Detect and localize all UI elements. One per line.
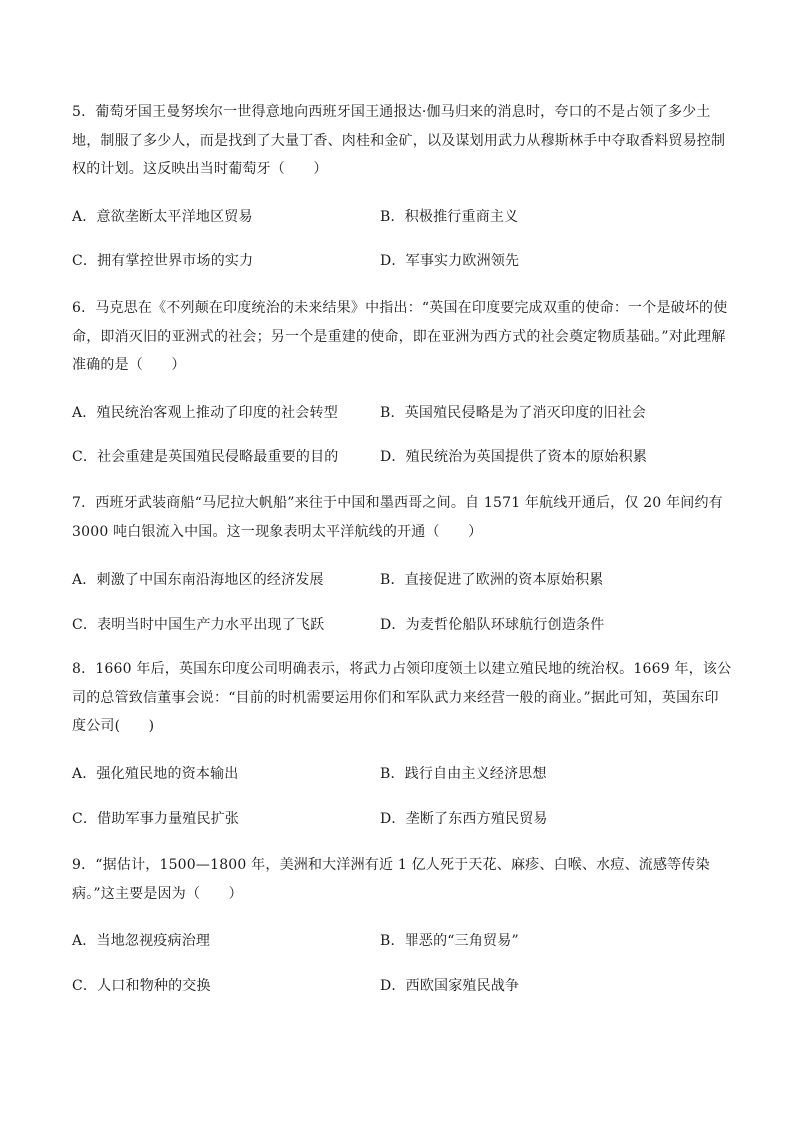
- question-8: [72, 655, 732, 827]
- option-d[interactable]: D．垄断了东西方殖民贸易: [380, 810, 548, 827]
- option-a[interactable]: A．当地忽视疫病治理: [72, 933, 211, 949]
- question-stem: 8．1660 年后，英国东印度公司明确表示，将武力占领印度领土以建立殖民地的统治权。1669 年，该公司的总管致信董事会说：“目前的时机需要运用你们和军队武力来经营一般的商业。”据此可知，英国东印度公司( ): [72, 661, 732, 734]
- question-9: [72, 851, 732, 994]
- question-stem: 7．西班牙武装商船“马尼拉大帆船”来往于中国和墨西哥之间。自 1571 年航线开通后，仅 20 年间约有 3000 吨白银流入中国。这一现象表明太平洋航线的开通（ ）: [72, 495, 723, 540]
- question-5: [72, 98, 732, 269]
- question-6: [72, 294, 732, 465]
- option-a[interactable]: A．意欲垄断太平洋地区贸易: [72, 208, 253, 225]
- question-stem: 6．马克思在《不列颠在印度统治的未来结果》中指出：“英国在印度要完成双重的使命：一个是破坏的使命，即消灭旧的亚洲式的社会；另一个是重建的使命，即在亚洲为西方式的社会奠定物质基础。”对此理解准确的是（ ）: [72, 300, 728, 373]
- question-stem: 9．“据估计，1500—1800 年，美洲和大洋洲有近 1 亿人死于天花、麻疹、白喉、水痘、流感等传染病。”这主要是因为（ ）: [72, 857, 710, 902]
- question-stem: 5．葡萄牙国王曼努埃尔一世得意地向西班牙国王通报达·伽马归来的消息时，夸口的不是占领了多少土地，制服了多少人，而是找到了大量丁香、肉桂和金矿，以及谋划用武力从穆斯林手中夺取香料贸易控制权的计划。这反映出当时葡萄牙（ ）: [72, 104, 726, 177]
- option-b[interactable]: B．英国殖民侵略是为了消灭印度的旧社会: [380, 404, 647, 421]
- option-c[interactable]: C．表明当时中国生产力水平出现了飞跃: [72, 617, 325, 633]
- option-d[interactable]: D．军事实力欧洲领先: [380, 252, 520, 269]
- option-c[interactable]: C．拥有掌控世界市场的实力: [72, 252, 254, 269]
- option-b[interactable]: B．直接促进了欧洲的资本原始积累: [380, 572, 604, 588]
- option-b[interactable]: B．积极推行重商主义: [380, 208, 519, 225]
- option-d[interactable]: D．西欧国家殖民战争: [380, 978, 520, 994]
- option-c[interactable]: C．社会重建是英国殖民侵略最重要的目的: [72, 448, 339, 465]
- option-b[interactable]: B．践行自由主义经济思想: [380, 765, 547, 782]
- question-7: [72, 489, 732, 633]
- option-a[interactable]: A．殖民统治客观上推动了印度的社会转型: [72, 404, 338, 421]
- option-a[interactable]: A．强化殖民地的资本输出: [72, 765, 239, 782]
- option-c[interactable]: C．人口和物种的交换: [72, 978, 211, 994]
- option-c[interactable]: C．借助军事力量殖民扩张: [72, 810, 240, 827]
- option-a[interactable]: A．刺激了中国东南沿海地区的经济发展: [72, 572, 324, 588]
- option-d[interactable]: D．为麦哲伦船队环球航行创造条件: [380, 617, 605, 633]
- option-b[interactable]: B．罪恶的“三角贸易”: [380, 933, 519, 949]
- option-d[interactable]: D．殖民统治为英国提供了资本的原始积累: [380, 448, 648, 465]
